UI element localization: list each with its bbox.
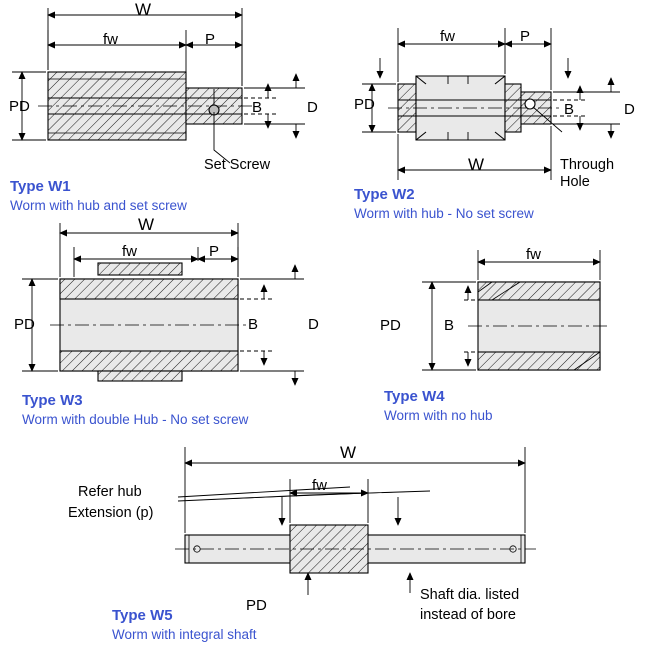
dim-label-pd: PD <box>14 316 35 333</box>
dim-label-pd: PD <box>246 597 267 614</box>
dim-label-fw: fw <box>526 246 541 263</box>
dim-label-p: P <box>520 28 531 45</box>
figure-w1 <box>0 0 320 215</box>
dim-label-b: B <box>444 317 455 334</box>
annotation-shaft-dia: Shaft dia. listed <box>420 587 520 603</box>
figure-w3-subtitle: Worm with double Hub - No set screw <box>22 412 249 427</box>
annotation-instead-bore: instead of bore <box>420 607 516 623</box>
dim-label-p: P <box>209 243 220 260</box>
dim-label-fw: fw <box>122 243 137 260</box>
figure-w4 <box>360 240 660 430</box>
dim-label-d: D <box>624 101 635 118</box>
annotation-through: Through <box>560 157 615 173</box>
figure-w2-title: Type W2 <box>354 186 415 203</box>
figure-w5-title: Type W5 <box>112 607 173 624</box>
dim-label-fw: fw <box>440 28 455 45</box>
dim-label-d: D <box>308 316 319 333</box>
dim-label-pd: PD <box>380 317 401 334</box>
figure-w5-subtitle: Worm with integral shaft <box>112 627 257 642</box>
figure-w1-subtitle: Worm with hub and set screw <box>10 198 187 213</box>
annotation-refer-hub: Refer hub <box>78 484 142 500</box>
dim-label-pd: PD <box>9 98 30 115</box>
dim-label-w: W <box>468 155 485 174</box>
figure-w4-title: Type W4 <box>384 388 445 405</box>
figure-w1-title: Type W1 <box>10 178 71 195</box>
dim-label-pd: PD <box>354 96 375 113</box>
annotation-hole: Hole <box>560 174 590 190</box>
figure-w3 <box>0 215 330 430</box>
dim-label-w: W <box>340 443 357 462</box>
annotation-extension-p: Extension (p) <box>68 505 154 521</box>
dim-label-w: W <box>138 215 155 234</box>
figure-w4-subtitle: Worm with no hub <box>384 408 493 423</box>
dim-label-b: B <box>564 101 575 118</box>
dim-label-b: B <box>248 316 259 333</box>
dim-label-fw: fw <box>312 477 327 494</box>
figure-w3-title: Type W3 <box>22 392 83 409</box>
annotation-set-screw: Set Screw <box>204 157 271 173</box>
figure-w2 <box>340 0 670 225</box>
dim-label-p: P <box>205 31 216 48</box>
dim-label-w: W <box>135 0 152 19</box>
dim-label-fw: fw <box>103 31 118 48</box>
dim-label-d: D <box>307 99 318 116</box>
dim-label-b: B <box>252 99 263 116</box>
figure-w2-subtitle: Worm with hub - No set screw <box>354 206 534 221</box>
figure-w5 <box>50 435 650 670</box>
